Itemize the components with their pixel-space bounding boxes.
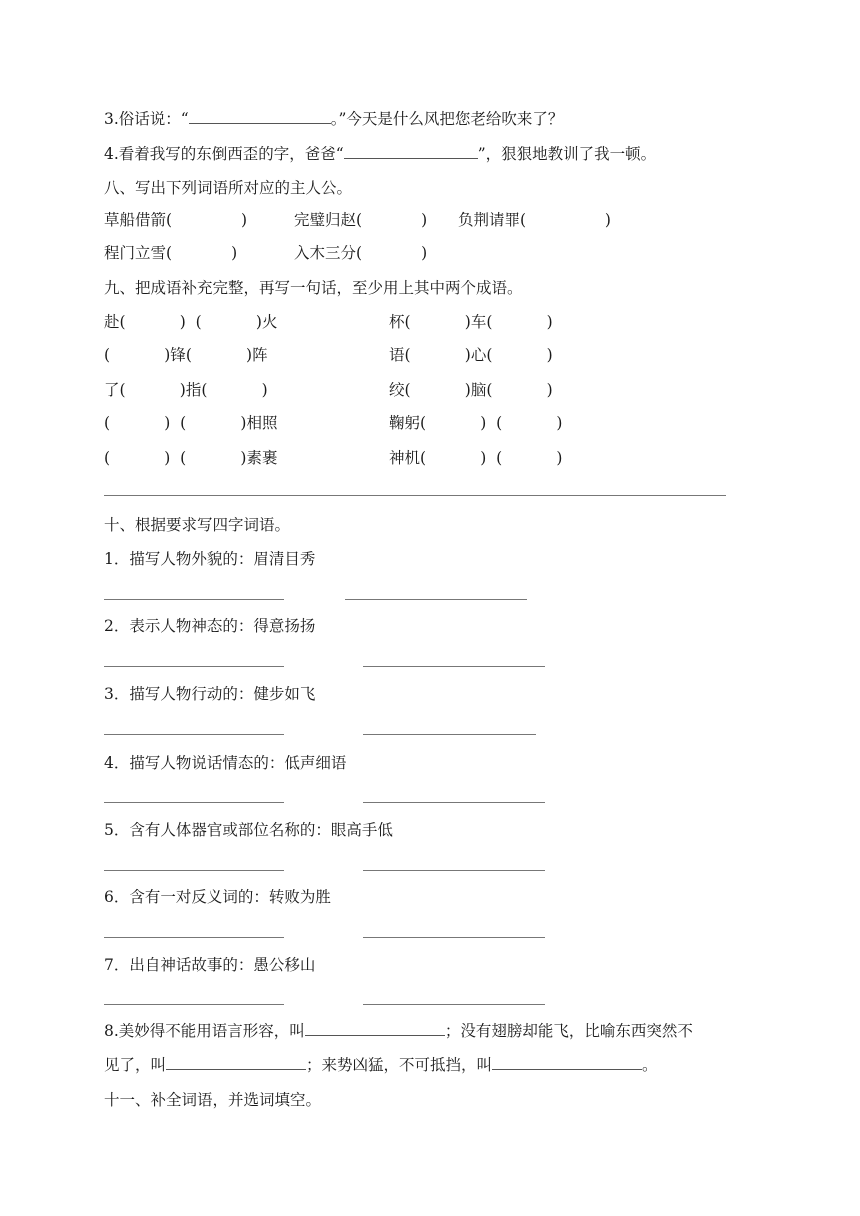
answer-line[interactable]: [363, 802, 545, 803]
idiom-blank-row: 了( )指( ): [104, 381, 268, 399]
item-number: 1．: [104, 550, 130, 568]
item-example: 转败为胜: [268, 888, 331, 906]
answer-line[interactable]: [104, 1004, 284, 1005]
idiom: 程门立雪: [104, 244, 167, 262]
item-1: [104, 549, 315, 569]
item-2: [104, 616, 315, 636]
item-prompt: 含有人体器官或部位名称的：: [129, 821, 331, 839]
question-text: 俗话说：“: [118, 110, 189, 128]
item-number: 2．: [104, 617, 130, 635]
item-number: 5．: [104, 821, 130, 839]
question-text: 见了，叫: [104, 1056, 167, 1074]
idiom: 入木三分: [294, 244, 357, 262]
idiom-item: 程门立雪( ): [104, 244, 238, 262]
idiom-char: 杯: [389, 313, 405, 331]
idiom-char: 脑: [470, 381, 487, 399]
answer-line[interactable]: [363, 937, 545, 938]
item-example: 愚公移山: [253, 956, 316, 974]
item-number: 3．: [104, 685, 130, 703]
item-6: [104, 887, 331, 907]
answer-blank[interactable]: [189, 109, 331, 124]
question-text: ”，狠狠地教训了我一顿。: [477, 145, 657, 163]
idiom-char: 鞠躬: [389, 414, 421, 432]
item-prompt: 描写人物行动的：: [129, 685, 254, 703]
idiom-char: 绞: [389, 381, 405, 399]
item-example: 眉清目秀: [253, 550, 316, 568]
item-prompt: 出自神话故事的：: [129, 956, 254, 974]
question-text: 美妙得不能用语言形容，叫: [118, 1022, 305, 1040]
item-number: 4．: [104, 754, 130, 772]
answer-line[interactable]: [363, 666, 545, 667]
idiom-blank-row: 语( )心( ): [389, 346, 553, 364]
answer-line[interactable]: [363, 1004, 545, 1005]
item-prompt: 表示人物神态的：: [129, 617, 254, 635]
section-8-heading: 八、写出下列词语所对应的主人公。: [104, 179, 353, 197]
idiom-blank-row: ( )锋( )阵: [104, 346, 268, 364]
idiom: 负荆请罪: [458, 211, 521, 229]
section-9-heading: 九、把成语补充完整，再写一句话，至少用上其中两个成语。: [104, 279, 523, 297]
question-text: 。”今天是什么风把您老给吹来了？: [330, 110, 564, 128]
idiom-char: 车: [470, 313, 487, 331]
idiom-char: 火: [261, 313, 278, 331]
item-7: [104, 955, 315, 975]
answer-line[interactable]: [363, 734, 536, 735]
answer-line[interactable]: [104, 599, 284, 600]
item-number: 6．: [104, 888, 130, 906]
question-text: 看着我写的东倒西歪的字，爸爸“: [118, 145, 344, 163]
item-4: [104, 753, 346, 773]
item-8-line-1: [104, 1021, 693, 1041]
question-text: 。: [642, 1056, 658, 1074]
idiom-item: 负荆请罪( ): [458, 211, 611, 229]
idiom-item: 入木三分( ): [294, 244, 428, 262]
item-example: 健步如飞: [253, 685, 316, 703]
section-11-heading: 十一、补全词语，并选词填空。: [104, 1091, 322, 1109]
question-3: [104, 109, 563, 129]
idiom-blank-row: ( ) ( )素裹: [104, 449, 278, 467]
answer-line[interactable]: [345, 599, 527, 600]
answer-line[interactable]: [104, 666, 284, 667]
idiom-char: 心: [470, 346, 487, 364]
answer-line[interactable]: [363, 870, 545, 871]
idiom-blank-row: 赴( ) ( )火: [104, 313, 278, 331]
item-example: 得意扬扬: [253, 617, 316, 635]
section-10-heading: 十、根据要求写四字词语。: [104, 516, 291, 534]
item-example: 低声细语: [284, 754, 347, 772]
idiom-char: 指: [185, 381, 202, 399]
answer-blank[interactable]: [492, 1055, 642, 1070]
idiom-blank-row: 鞠躬( ) ( ): [389, 414, 563, 432]
idiom-char: 素裹: [246, 449, 278, 467]
item-number: 7．: [104, 956, 130, 974]
idiom: 草船借箭: [104, 211, 167, 229]
item-example: 眼高手低: [330, 821, 393, 839]
answer-line[interactable]: [104, 937, 284, 938]
question-number: 3.: [104, 110, 119, 128]
item-prompt: 描写人物外貌的：: [129, 550, 254, 568]
answer-blank[interactable]: [305, 1021, 445, 1036]
idiom-char: 相照: [246, 414, 278, 432]
item-5: [104, 820, 393, 840]
question-number: 4.: [104, 145, 119, 163]
item-prompt: 描写人物说话情态的：: [129, 754, 285, 772]
idiom-char: 神机: [389, 449, 421, 467]
question-text: ；来势凶猛，不可抵挡，叫: [306, 1056, 493, 1074]
idiom-char: 语: [389, 346, 405, 364]
idiom-blank-row: 绞( )脑( ): [389, 381, 553, 399]
question-4: [104, 144, 656, 164]
answer-line[interactable]: [104, 734, 284, 735]
idiom-char: 锋: [170, 346, 186, 364]
answer-blank[interactable]: [166, 1055, 306, 1070]
idiom-char: 了: [104, 381, 120, 399]
idiom: 完璧归赵: [294, 211, 357, 229]
idiom-blank-row: ( ) ( )相照: [104, 414, 278, 432]
idiom-char: 阵: [252, 346, 268, 364]
answer-line[interactable]: [104, 870, 284, 871]
answer-blank[interactable]: [344, 144, 478, 159]
item-8-line-2: [104, 1055, 658, 1075]
idiom-blank-row: 神机( ) ( ): [389, 449, 563, 467]
item-prompt: 含有一对反义词的：: [129, 888, 269, 906]
item-3: [104, 684, 315, 704]
idiom-item: 完璧归赵( ): [294, 211, 428, 229]
answer-line[interactable]: [104, 802, 284, 803]
item-number: 8.: [104, 1022, 119, 1040]
idiom-blank-row: 杯( )车( ): [389, 313, 553, 331]
sentence-writing-line[interactable]: [104, 495, 726, 496]
idiom-item: 草船借箭( ): [104, 211, 248, 229]
question-text: ；没有翅膀却能飞，比喻东西突然不: [444, 1022, 693, 1040]
idiom-char: 赴: [104, 313, 120, 331]
